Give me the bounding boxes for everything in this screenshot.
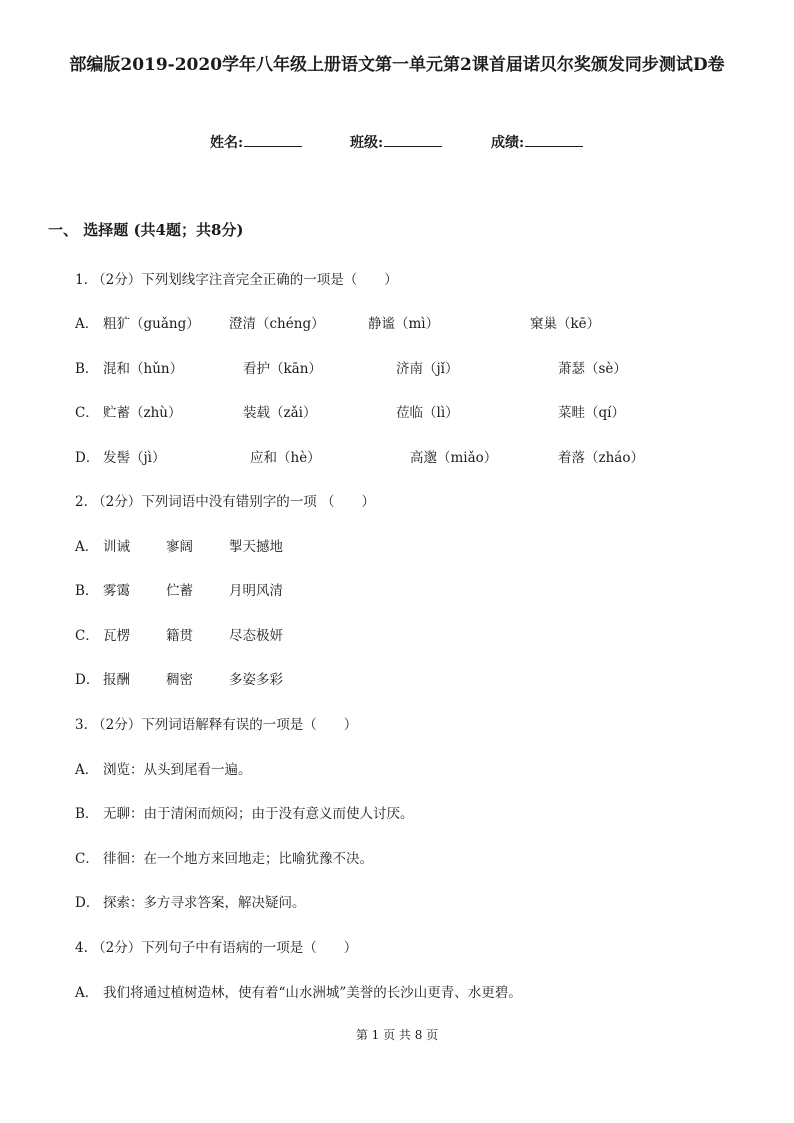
class-field[interactable] — [350, 132, 442, 152]
option-item: 雾霭 — [103, 583, 130, 599]
option-letter: C． — [75, 851, 99, 867]
option-text: 浏览：从头到尾看一遍。 — [103, 762, 252, 778]
option-text: 无聊：由于清闲而烦闷；由于没有意义而使人讨厌。 — [103, 806, 414, 822]
option-item: 静谧（mì） — [368, 316, 440, 332]
option-letter: D． — [75, 450, 100, 466]
option-letter: B． — [75, 583, 99, 599]
name-field[interactable] — [210, 132, 302, 152]
page-number-footer: 第 1 页 共 8 页 — [355, 1028, 439, 1042]
option-item: 粗犷（guǎng） — [103, 316, 200, 332]
option-item: 萧瑟（sè） — [558, 361, 627, 377]
name-label: 姓名: — [210, 135, 244, 151]
exam-title: 部编版2019-2020学年八年级上册语文第一单元第2课首届诺贝尔奖颁发同步测试D卷 — [69, 55, 725, 75]
option-item: 高邈（miǎo） — [410, 450, 498, 466]
option-item: 窠巢（kē） — [530, 316, 601, 332]
score-field[interactable] — [491, 132, 583, 152]
option-letter: C． — [75, 628, 99, 644]
option-item: 应和（hè） — [250, 450, 321, 466]
option-item: 掣天撼地 — [229, 539, 283, 555]
section-heading: 一、 选择题 (共4题；共8分) — [48, 221, 244, 239]
option-item: 莅临（lì） — [396, 405, 459, 421]
option-item: 澄清（chéng） — [229, 316, 325, 332]
class-blank[interactable] — [384, 132, 442, 147]
option-letter: A． — [75, 762, 99, 778]
option-item: 济南（jǐ） — [396, 361, 459, 377]
score-blank[interactable] — [525, 132, 583, 147]
option-item: 菜畦（qí） — [558, 405, 625, 421]
option-letter: B． — [75, 361, 99, 377]
option-letter: A． — [75, 539, 99, 555]
option-item: 发髻（jì） — [103, 450, 166, 466]
option-item: 报酬 — [103, 672, 130, 688]
option-item: 看护（kān） — [243, 361, 322, 377]
student-info-row — [0, 132, 794, 156]
option-letter: B． — [75, 806, 99, 822]
option-item: 多姿多彩 — [229, 672, 283, 688]
option-item: 月明风清 — [229, 583, 283, 599]
option-item: 籍贯 — [166, 628, 193, 644]
question-stem: 2. （2分）下列词语中没有错别字的一项 （ ） — [75, 494, 376, 510]
score-label: 成绩: — [491, 135, 525, 151]
option-item: 寥阔 — [166, 539, 193, 555]
option-item: 训诫 — [103, 539, 130, 555]
option-item: 贮蓄（zhù） — [103, 405, 182, 421]
class-label: 班级: — [350, 135, 384, 151]
option-item: 装载（zǎi） — [243, 405, 317, 421]
option-letter: A． — [75, 316, 99, 332]
option-text: 我们将通过植树造林，使有着“山水洲城”美誉的长沙山更青、水更碧。 — [103, 985, 522, 1001]
question-stem: 1. （2分）下列划线字注音完全正确的一项是（ ） — [75, 272, 398, 288]
question-stem: 4. （2分）下列句子中有语病的一项是（ ） — [75, 940, 358, 956]
option-text: 探索：多方寻求答案，解决疑问。 — [103, 895, 306, 911]
option-text: 徘徊：在一个地方来回地走；比喻犹豫不决。 — [103, 851, 373, 867]
option-item: 着落（zháo） — [558, 450, 644, 466]
option-item: 瓦楞 — [103, 628, 130, 644]
option-item: 尽态极妍 — [229, 628, 283, 644]
option-item: 混和（hǔn） — [103, 361, 184, 377]
option-item: 伫蓄 — [166, 583, 193, 599]
question-stem: 3. （2分）下列词语解释有误的一项是（ ） — [75, 717, 358, 733]
option-letter: D． — [75, 895, 100, 911]
option-letter: C． — [75, 405, 99, 421]
option-letter: A． — [75, 985, 99, 1001]
name-blank[interactable] — [244, 132, 302, 147]
option-item: 稠密 — [166, 672, 193, 688]
option-letter: D． — [75, 672, 100, 688]
